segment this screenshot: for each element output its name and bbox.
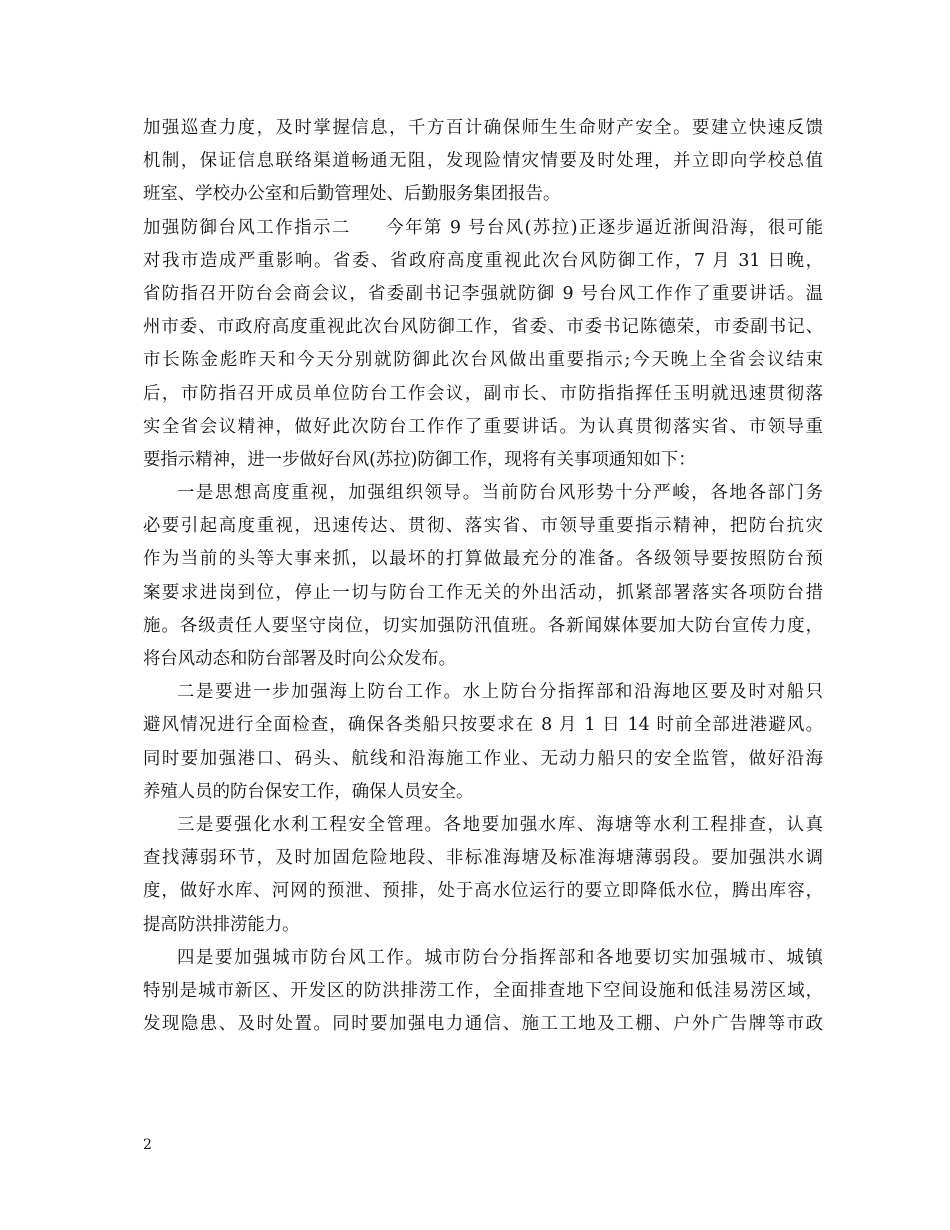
paragraph-first-line: 四是要加强城市防台风工作。城市防台分指挥部和各地要切实加强城市、城镇 (177, 947, 823, 968)
text-line: 班室、学校办公室和后勤管理处、后勤服务集团报告。 (143, 184, 561, 205)
page-number: 2 (143, 1137, 152, 1153)
document-body (143, 112, 823, 1041)
text-line: 州市委、市政府高度重视此次台风防御工作，省委、市委书记陈德荣，市委副书记、 (143, 317, 823, 338)
text-line: 作为当前的头等大事来抓，以最坏的打算做最充分的准备。各级领导要按照防台预 (143, 549, 823, 570)
text-line: 今年第 9 号台风(苏拉)正逐步逼近浙闽沿海，很可能 (384, 217, 823, 238)
text-line: 避风情况进行全面检查，确保各类船只按要求在 8 月 1 日 14 时前全部进港避风。 (143, 715, 823, 736)
text-line: 将台风动态和防台部署及时向公众发布。 (143, 649, 457, 669)
text-line: 对我市造成严重影响。省委、省政府高度重视此次台风防御工作，7 月 31 日晚， (143, 250, 823, 271)
text-line: 后，市防指召开成员单位防台工作会议，副市长、市防指指挥任玉明就迅速贯彻落 (143, 383, 823, 404)
text-line: 查找薄弱环节，及时加固危险地段、非标准海塘及标准海塘薄弱段。要加强洪水调 (143, 848, 823, 869)
text-line: 特别是城市新区、开发区的防洪排涝工作，全面排查地下空间设施和低洼易涝区域， (143, 980, 823, 1001)
text-line: 省防指召开防台会商会议，省委副书记李强就防御 9 号台风工作作了重要讲话。温 (143, 283, 823, 304)
text-line: 机制，保证信息联络渠道畅通无阻，发现险情灾情要及时处理，并立即向学校总值 (143, 151, 823, 172)
text-line: 必要引起高度重视，迅速传达、贯彻、落实省、市领导重要指示精神，把防台抗灾 (143, 516, 823, 537)
text-line: 施。各级责任人要坚守岗位，切实加强防汛值班。各新闻媒体要加大防台宣传力度， (143, 615, 823, 636)
text-line: 发现隐患、及时处置。同时要加强电力通信、施工工地及工棚、户外广告牌等市政 (143, 1014, 823, 1035)
text-line: 实全省会议精神，做好此次防台工作作了重要讲话。为认真贯彻落实省、市领导重 (143, 416, 823, 437)
paragraph-first-line: 一是思想高度重视，加强组织领导。当前防台风形势十分严峻，各地各部门务 (177, 483, 823, 504)
text-line: 同时要加强港口、码头、航线和沿海施工作业、无动力船只的安全监管，做好沿海 (143, 748, 823, 769)
paragraph-first-line: 二是要进一步加强海上防台工作。水上防台分指挥部和沿海地区要及时对船只 (177, 682, 823, 703)
text-line: 度，做好水库、河网的预泄、预排，处于高水位运行的要立即降低水位，腾出库容， (143, 881, 823, 902)
paragraph-first-line: 三是要强化水利工程安全管理。各地要加强水库、海塘等水利工程排查，认真 (177, 814, 823, 835)
text-line: 加强巡查力度，及时掌握信息，千方百计确保师生生命财产安全。要建立快速反馈 (143, 118, 823, 138)
heading-line (143, 212, 823, 245)
text-line: 市长陈金彪昨天和今天分别就防御此次台风做出重要指示;今天晚上全省会议结束 (143, 350, 823, 371)
text-line: 养殖人员的防台保安工作，确保人员安全。 (143, 781, 474, 802)
text-line: 要指示精神，进一步做好台风(苏拉)防御工作，现将有关事项通知如下： (143, 449, 696, 470)
text-line: 提高防洪排涝能力。 (143, 914, 300, 935)
section-heading: 加强防御台风工作指示二 (143, 217, 351, 238)
text-line: 案要求进岗到位，停止一切与防台工作无关的外出活动，抓紧部署落实各项防台措 (143, 582, 823, 603)
